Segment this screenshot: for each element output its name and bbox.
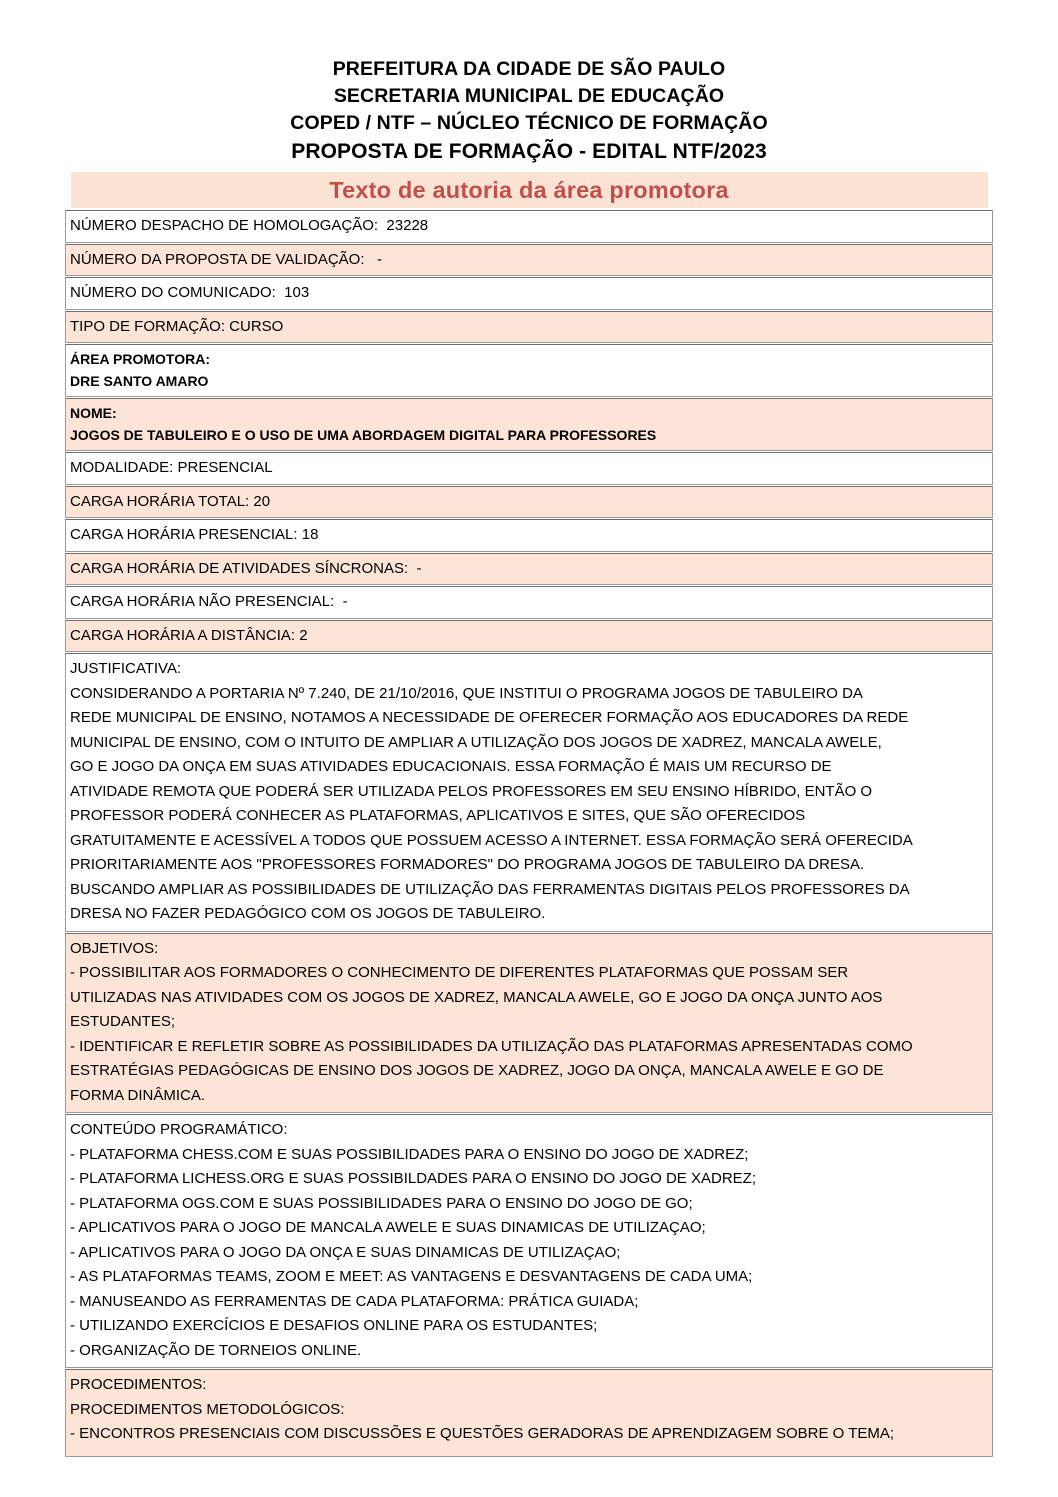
objetivos-line: UTILIZADAS NAS ATIVIDADES COM OS JOGOS DE XADREZ, MANCALA AWELE, GO E JOGO DA ONÇA JUNTO AOS [70,988,883,1006]
objetivos-line: ESTRATÉGIAS PEDAGÓGICAS DE ENSINO DOS JOGOS DE XADREZ, JOGO DA ONÇA, MANCALA AWELE E GO DE [70,1062,884,1079]
procedimentos-line: PROCEDIMENTOS METODOLÓGICOS: [70,1400,345,1418]
justificativa-line: CONSIDERANDO A PORTARIA Nº 7.240, DE 21/10/2016, QUE INSTITUI O PROGRAMA JOGOS DE TABULEIRO DA [70,684,863,702]
justificativa-line: DRESA NO FAZER PEDAGÓGICO COM OS JOGOS DE TABULEIRO. [70,905,546,922]
conteudo-line: - PLATAFORMA OGS.COM E SUAS POSSIBILIDADES PARA O ENSINO DO JOGO DE GO; [70,1194,693,1212]
justificativa-line: BUSCANDO AMPLIAR AS POSSIBILIDADES DE UTILIZAÇÃO DAS FERRAMENTAS DIGITAIS PELOS PROFESSORES DA [70,880,910,898]
justificativa-line: PROFESSOR PODERÁ CONHECER AS PLATAFORMAS, APLICATIVOS E SITES, QUE SÃO OFERECIDOS [70,807,806,824]
row-numero-comunicado [65,277,993,310]
banner-title: Texto de autoria da área promotora [329,176,729,203]
justificativa-line: REDE MUNICIPAL DE ENSINO, NOTAMOS A NECESSIDADE DE OFERECER FORMAÇÃO AOS EDUCADORES DA REDE [70,709,909,726]
objetivos-line: FORMA DINÂMICA. [70,1086,206,1104]
row-nome [65,398,993,451]
header-line-coped-ntf: COPED / NTF – NÚCLEO TÉCNICO DE FORMAÇÃO [290,112,768,134]
row-carga-horaria-sincronas [65,553,993,586]
carga-distancia-text: CARGA HORÁRIA A DISTÂNCIA: 2 [70,626,308,644]
area-promotora-value: DRE SANTO AMARO [70,373,209,389]
justificativa-line: GO E JOGO DA ONÇA EM SUAS ATIVIDADES EDUCACIONAIS. ESSA FORMAÇÃO É MAIS UM RECURSO DE [70,758,832,775]
conteudo-line: - APLICATIVOS PARA O JOGO DA ONÇA E SUAS DINAMICAS DE UTILIZAÇAO; [70,1243,621,1261]
row-carga-horaria-total [65,486,993,519]
objetivos-line: - IDENTIFICAR E REFLETIR SOBRE AS POSSIBILIDADES DA UTILIZAÇÃO DAS PLATAFORMAS APRESENTADAS COMO [70,1037,913,1055]
header-line-secretaria: SECRETARIA MUNICIPAL DE EDUCAÇÃO [333,85,725,107]
objetivos-line: - POSSIBILITAR AOS FORMADORES O CONHECIMENTO DE DIFERENTES PLATAFORMAS QUE POSSAM SER [70,964,849,981]
objetivos-label: OBJETIVOS: [70,939,159,957]
row-justificativa [65,653,993,932]
modalidade-text: MODALIDADE: PRESENCIAL [70,459,273,476]
objetivos-line: ESTUDANTES; [70,1013,176,1030]
row-modalidade [65,452,993,485]
conteudo-line: - PLATAFORMA LICHESS.ORG E SUAS POSSIBILDADES PARA O ENSINO DO JOGO DE XADREZ; [70,1170,756,1187]
carga-presencial-text: CARGA HORÁRIA PRESENCIAL: 18 [70,526,319,543]
conteudo-line: - MANUSEANDO AS FERRAMENTAS DE CADA PLATAFORMA: PRÁTICA GUIADA; [70,1292,639,1310]
numero-despacho-text: NÚMERO DESPACHO DE HOMOLOGAÇÃO: 23228 [70,217,429,234]
row-tipo-formacao [65,311,993,344]
conteudo-label: CONTEÚDO PROGRAMÁTICO: [70,1121,288,1138]
nome-label: NOME: [70,405,117,421]
justificativa-line: ATIVIDADE REMOTA QUE PODERÁ SER UTILIZADA PELOS PROFESSORES EM SEU ENSINO HÍBRIDO, ENTÃO O [70,782,873,800]
row-carga-horaria-nao-presencial [65,586,993,619]
row-carga-horaria-distancia [65,620,993,653]
nome-value: JOGOS DE TABULEIRO E O USO DE UMA ABORDAGEM DIGITAL PARA PROFESSORES [70,427,657,443]
row-area-promotora [65,344,993,397]
row-carga-horaria-presencial [65,519,993,552]
tipo-formacao-text: TIPO DE FORMAÇÃO: CURSO [70,317,284,335]
row-objetivos [65,933,993,1114]
justificativa-line: MUNICIPAL DE ENSINO, COM O INTUITO DE AMPLIAR A UTILIZAÇÃO DOS JOGOS DE XADREZ, MANCALA AWELE, [70,733,882,751]
conteudo-line: - AS PLATAFORMAS TEAMS, ZOOM E MEET: AS VANTAGENS E DESVANTAGENS DE CADA UMA; [70,1268,753,1285]
procedimentos-label: PROCEDIMENTOS: [70,1376,207,1393]
justificativa-line: GRATUITAMENTE E ACESSÍVEL A TODOS QUE POSSUEM ACESSO A INTERNET. ESSA FORMAÇÃO SERÁ OFERECIDA [70,831,913,849]
row-numero-despacho [65,210,993,243]
header-line-prefeitura: PREFEITURA DA CIDADE DE SÃO PAULO [332,58,726,80]
row-conteudo-programatico [65,1114,993,1368]
row-numero-proposta-validacao [65,244,993,277]
justificativa-line: PRIORITARIAMENTE AOS "PROFESSORES FORMADORES" DO PROGRAMA JOGOS DE TABULEIRO DA DRESA. [70,856,865,873]
document-header [0,0,1058,166]
banner-texto-autoria [71,172,988,208]
conteudo-line: - ORGANIZAÇÃO DE TORNEIOS ONLINE. [70,1341,362,1359]
numero-proposta-text: NÚMERO DA PROPOSTA DE VALIDAÇÃO: - [70,250,383,268]
carga-sincronas-text: CARGA HORÁRIA DE ATIVIDADES SÍNCRONAS: - [70,559,422,577]
conteudo-line: - APLICATIVOS PARA O JOGO DE MANCALA AWELE E SUAS DINAMICAS DE UTILIZAÇAO; [70,1219,706,1236]
procedimentos-line: - ENCONTROS PRESENCIAIS COM DISCUSSÕES E QUESTÕES GERADORAS DE APRENDIZAGEM SOBRE O TEMA; [70,1425,895,1442]
carga-total-text: CARGA HORÁRIA TOTAL: 20 [70,492,271,510]
row-procedimentos [65,1369,993,1457]
justificativa-label: JUSTIFICATIVA: [70,660,182,677]
area-promotora-label: ÁREA PROMOTORA: [70,351,210,367]
conteudo-line: - UTILIZANDO EXERCÍCIOS E DESAFIOS ONLINE PARA OS ESTUDANTES; [70,1317,598,1334]
conteudo-line: - PLATAFORMA CHESS.COM E SUAS POSSIBILIDADES PARA O ENSINO DO JOGO DE XADREZ; [70,1145,749,1163]
numero-comunicado-text: NÚMERO DO COMUNICADO: 103 [70,284,310,301]
proposta-table [65,210,993,1457]
carga-nao-presencial-text: CARGA HORÁRIA NÃO PRESENCIAL: - [70,593,348,610]
header-line-proposta-edital: PROPOSTA DE FORMAÇÃO - EDITAL NTF/2023 [291,140,767,163]
